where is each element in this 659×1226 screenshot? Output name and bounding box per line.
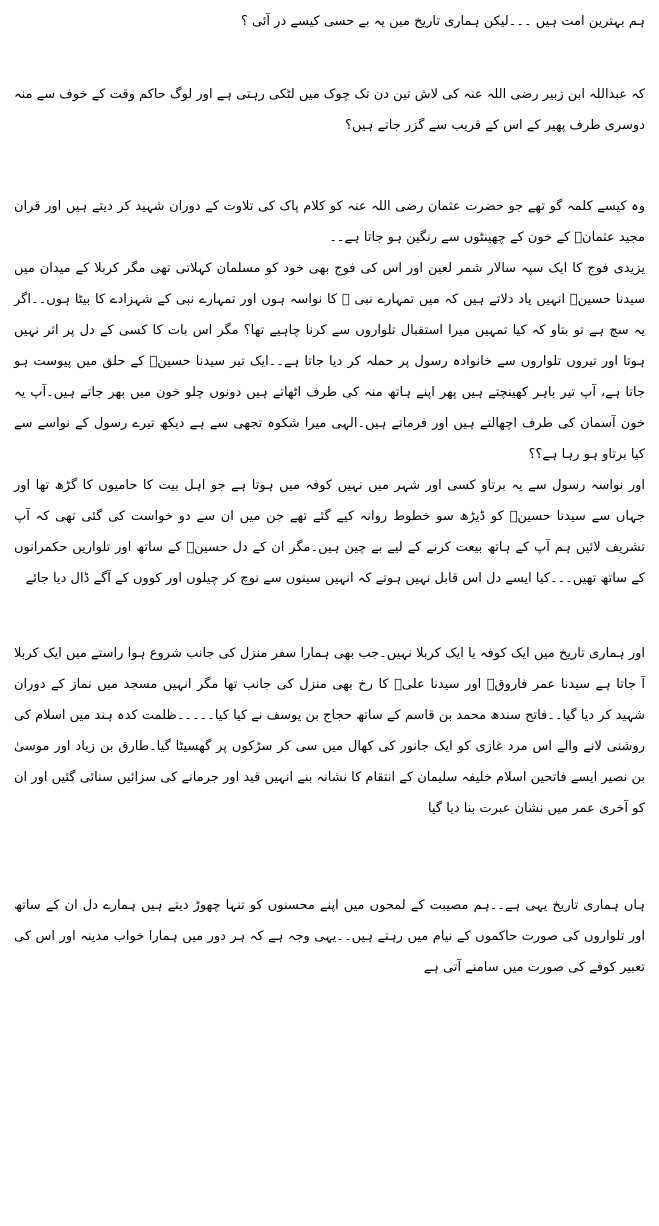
paragraph-usman: وہ کیسے کلمہ گو تھے جو حضرت عثمان رضی اللہ عنہ کو کلام پاک کی تلاوت کے دوران شہید کر دیتے ہیں اور قران مجید عثمانؓ کے خون کے چھینٹوں سے رنگین ہو جاتا ہے۔۔: [14, 199, 645, 245]
paragraph-conclusion: ہاں ہماری تاریخ یہی ہے۔۔ہم مصیبت کے لمحوں میں اپنے محسنوں کو تنہا چھوڑ دیتے ہیں ہمارے دل ان کے ساتھ اور تلواروں کی صورت حاکموں کے نیام میں رہتے ہیں۔۔یہی وجہ ہے کہ ہر دور میں ہمارا خواب مدینہ اور اس کی تعبیر کوفے کی صورت میں سامنے آتی ہے: [14, 898, 645, 975]
paragraph-kufa: اور نواسہ رسول سے یہ برتاو کسی اور شہر میں نہیں کوفہ میں ہوتا ہے جو اہل بیت کا حامیوں کا گڑھ تھا اور جہاں سے سیدنا حسینؓ کو ڈیڑھ سو خطوط روانہ کیے گئے تھے جن میں ان سے دو خواست کی گئی تھی کہ آپ تشریف لائیں ہم آپ کے ہاتھ بیعت کرنے کے لیے بے چین ہیں۔مگر ان کے دل حسینؓ کے ساتھ اور تلواریں حکمرانوں کے ساتھ تھیں۔۔۔کیا ایسے دل اس قابل نہیں ہوتے کہ انہیں سینوں سے نوچ کر چیلوں اور کووں کے آگے ڈال دیا جائے: [14, 478, 645, 586]
paragraph-ibn-zubair: کہ عبداللہ ابن زبیر رضی اللہ عنہ کی لاش تین دن تک چوک میں لٹکی رہتی ہے اور لوگ حاکم وقت کے خوف سے منہ دوسری طرف پھیر کے اس کے قریب سے گزر جاتے ہیں؟: [14, 87, 645, 133]
paragraph-karbala: یزیدی فوج کا ایک سپہ سالار شمر لعین اور اس کی فوج بھی خود کو مسلمان کہلاتی تھی مگر کربلا کے میدان میں سیدنا حسینؓ انہیں یاد دلاتے ہیں کہ میں تمہارے نبی ﷺ کا نواسہ ہوں اور تمہارے نبی کے شہزادے کا بیٹا ہوں۔۔اگر یہ سچ ہے تو بتاو کہ کیا تمہیں میرا استقبال تلواروں سے کرنا چاہیے تھا؟ مگر اس بات کا کسی کے دل پر اثر نہیں ہوتا اور تیروں تلواروں سے خانوادہ رسول پر حملہ کر دیا جاتا ہے۔۔ایک تیر سیدنا حسینؓ کے حلق میں پیوست ہو جاتا ہے، آپ تیر باہر کھینچتے ہیں پھر اپنے ہاتھ منہ کی طرف اٹھاتے ہیں دونوں چلو خون میں بھر جاتے ہیں۔آپ یہ خون آسمان کی طرف اچھالتے ہیں اور فرماتے ہیں۔الہی میرا شکوہ تجھی سے ہے دیکھ تیرے رسول کے نواسے سے کیا برتاو ہو رہا ہے؟؟: [14, 261, 645, 462]
paragraph-history-karbalas: اور ہماری تاریخ میں ایک کوفہ یا ایک کربلا نہیں۔جب بھی ہمارا سفر منزل کی جانب شروع ہوا راستے میں ایک کربلا آ جاتا ہے سیدنا عمر فاروقؓ اور سیدنا علیؓ کا رخ بھی منزل کی جانب تھا مگر انہیں مسجد میں نماز کے دوران شہید کر دیا گیا۔۔فاتح سندھ محمد بن قاسم کے ساتھ حجاج بن یوسف نے کیا کیا۔۔۔۔۔ظلمت کدہ ہند میں اسلام کی روشنی لانے والے اس مرد غازی کو ایک جانور کی کھال میں سی کر سڑکوں پر گھسیٹا گیا۔طارق بن زیاد اور موسیٰ بن نصیر ایسے فاتحین اسلام خلیفہ سلیمان کے انتقام کا نشانہ بنے انہیں قید اور جرمانے کی سزائیں سنائی گئیں اور ان کو آخری عمر میں نشان عبرت بنا دیا گیا: [14, 646, 645, 816]
paragraph-question-intro: ہم بہترین امت ہیں ۔۔۔لیکن ہماری تاریخ میں یہ بے حسی کیسے در آئی ؟: [240, 14, 645, 29]
